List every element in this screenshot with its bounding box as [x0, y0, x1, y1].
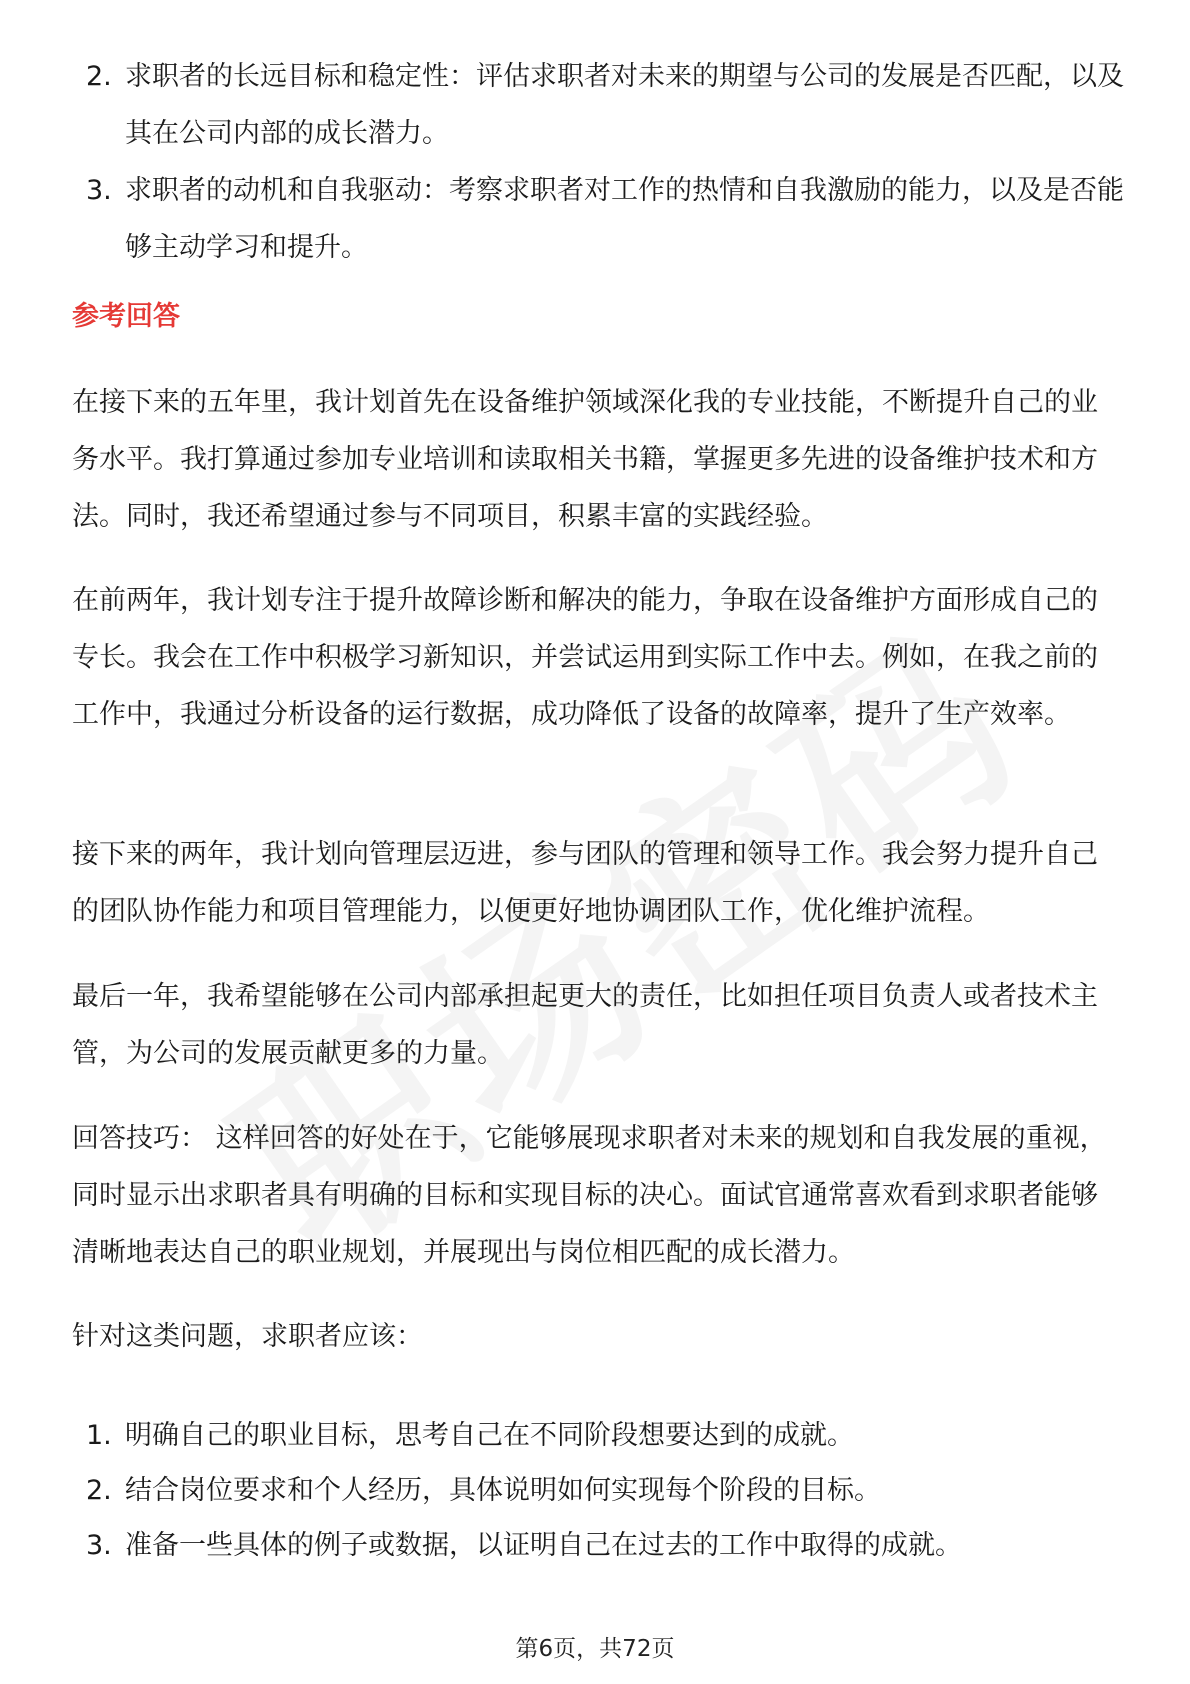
- answer-tip-paragraph: 回答技巧： 这样回答的好处在于，它能够展现求职者对未来的规划和自我发展的重视，同时显示出求职者具有明确的目标和实现目标的决心。面试官通常喜欢看到求职者能够清晰地表达自己的职业规划，并展现出与岗位相匹配的成长潜力。: [72, 1123, 1107, 1268]
- paragraph: 针对这类问题，求职者应该：: [72, 1321, 423, 1352]
- list-number: 3.: [86, 175, 112, 206]
- paragraph: 接下来的两年，我计划向管理层迈进，参与团队的管理和领导工作。我会努力提升自己的团队协作能力和项目管理能力，以便更好地协调团队工作，优化维护流程。: [72, 839, 1098, 927]
- list-text: 求职者的动机和自我驱动：考察求职者对工作的热情和自我激励的能力，以及是否能够主动学习和提升。: [125, 175, 1124, 263]
- list-number: 3.: [86, 1530, 112, 1561]
- list-item: [72, 48, 1132, 162]
- list-number: 1.: [86, 1420, 112, 1451]
- paragraph: 在接下来的五年里，我计划首先在设备维护领域深化我的专业技能，不断提升自己的业务水平。我打算通过参加专业培训和读取相关书籍，掌握更多先进的设备维护技术和方法。同时，我还希望通过参与不同项目，积累丰富的实践经验。: [72, 387, 1098, 532]
- section-heading: 参考回答: [72, 301, 180, 332]
- criteria-list: [72, 48, 1132, 276]
- list-item: [72, 1518, 1132, 1573]
- list-number: 2.: [86, 61, 112, 92]
- page-footer: 第6页，共72页: [515, 1636, 675, 1662]
- list-text: 准备一些具体的例子或数据，以证明自己在过去的工作中取得的成就。: [125, 1530, 962, 1561]
- advice-list: [72, 1408, 1132, 1573]
- paragraph: 在前两年，我计划专注于提升故障诊断和解决的能力，争取在设备维护方面形成自己的专长。我会在工作中积极学习新知识，并尝试运用到实际工作中去。例如，在我之前的工作中，我通过分析设备的运行数据，成功降低了设备的故障率，提升了生产效率。: [72, 585, 1098, 730]
- list-item: [72, 1408, 1132, 1463]
- list-text: 明确自己的职业目标，思考自己在不同阶段想要达到的成就。: [125, 1420, 854, 1451]
- list-text: 求职者的长远目标和稳定性：评估求职者对未来的期望与公司的发展是否匹配，以及其在公司内部的成长潜力。: [125, 61, 1124, 149]
- list-number: 2.: [86, 1475, 112, 1506]
- list-item: [72, 1463, 1132, 1518]
- list-text: 结合岗位要求和个人经历，具体说明如何实现每个阶段的目标。: [125, 1475, 881, 1506]
- paragraph: 最后一年，我希望能够在公司内部承担起更大的责任，比如担任项目负责人或者技术主管，为公司的发展贡献更多的力量。: [72, 981, 1098, 1069]
- list-item: [72, 162, 1132, 276]
